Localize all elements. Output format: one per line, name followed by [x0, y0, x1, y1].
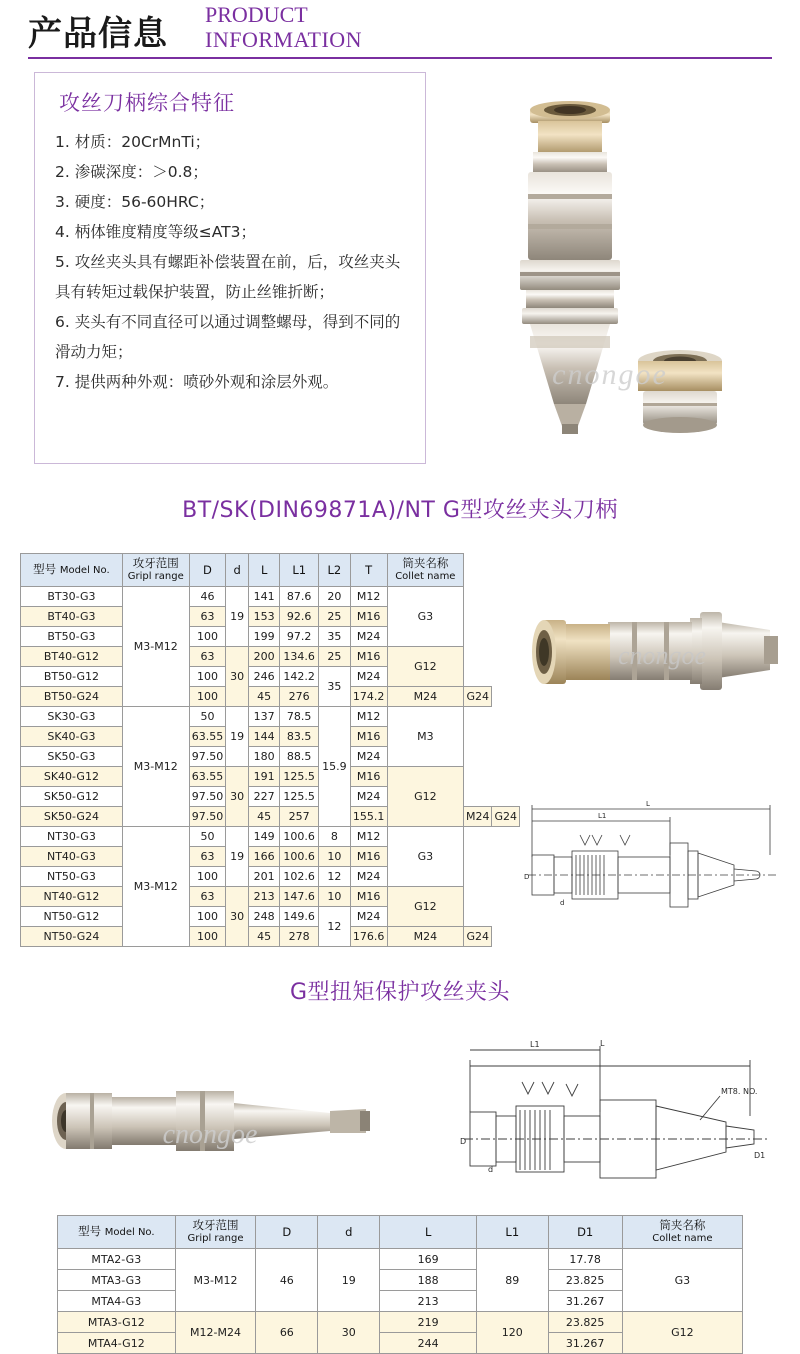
- cell-T: M24: [387, 927, 463, 947]
- cell-L2: 25: [319, 647, 350, 667]
- product-photo-holder-horizontal: [512, 578, 784, 778]
- cell-L2: 10: [319, 887, 350, 907]
- cell-T: M24: [387, 687, 463, 707]
- technical-drawing-mt-holder-image: [450, 1020, 780, 1210]
- col-d: d: [318, 1216, 380, 1249]
- col-collet: [622, 1216, 742, 1249]
- table-header-row: [21, 554, 520, 587]
- cell-T: M16: [350, 647, 387, 667]
- product-photo-holder-horizontal-image: [512, 578, 784, 778]
- section-title-torque-chuck: G型扭矩保护攻丝夹头: [289, 980, 511, 1005]
- product-photo-mt-holder-image: [30, 1025, 430, 1205]
- table-row: [21, 707, 520, 727]
- cell-model: SK50-G24: [21, 807, 123, 827]
- col-L1: L1: [280, 554, 319, 587]
- cell-L: 180: [249, 747, 280, 767]
- cell-d: 19: [318, 1249, 380, 1312]
- cell-L: 219: [380, 1312, 477, 1333]
- cell-L2: 8: [319, 827, 350, 847]
- cell-L: 244: [380, 1333, 477, 1354]
- dimension-label-D1: D1: [754, 1151, 766, 1160]
- cell-L1: 149.6: [280, 907, 319, 927]
- cell-D: 50: [189, 827, 226, 847]
- cell-T: M16: [350, 847, 387, 867]
- cell-D1: 31.267: [548, 1333, 622, 1354]
- cell-d: 30: [226, 767, 249, 827]
- cell-L1: 97.2: [280, 627, 319, 647]
- col-model-en: Model No.: [59, 565, 110, 576]
- cell-T: M16: [350, 767, 387, 787]
- cell-L: 191: [249, 767, 280, 787]
- page-title-english-line2: INFORMATION: [205, 27, 363, 52]
- cell-grip: M3-M12: [122, 587, 189, 707]
- table-row: [21, 687, 520, 707]
- cell-T: M12: [350, 827, 387, 847]
- cell-L1: 134.6: [280, 647, 319, 667]
- col-D: D: [189, 554, 226, 587]
- technical-drawing-mt-holder: [450, 1020, 780, 1210]
- table-row: [21, 827, 520, 847]
- cell-grip: M3-M12: [175, 1249, 256, 1312]
- cell-D1: 17.78: [548, 1249, 622, 1270]
- cell-T: M16: [350, 607, 387, 627]
- list-item: 攻丝夹头具有螺距补偿装置在前，后，攻丝夹头具有转矩过载保护装置，防止丝锥折断；: [55, 253, 401, 301]
- page-title-english: [205, 2, 362, 52]
- col-d: d: [226, 554, 249, 587]
- cell-model: SK50-G3: [21, 747, 123, 767]
- col-model: [58, 1216, 176, 1249]
- cell-L2: 25: [319, 607, 350, 627]
- technical-drawing-bt-holder-image: [520, 795, 788, 945]
- product-photo-bt-holder-image: [440, 74, 780, 454]
- col-L: L: [249, 554, 280, 587]
- cell-L2: 20: [319, 587, 350, 607]
- table-row: [21, 647, 520, 667]
- cell-collet: G12: [622, 1312, 742, 1354]
- cell-D1: 23.825: [548, 1312, 622, 1333]
- cell-model: NT50-G24: [21, 927, 123, 947]
- cell-model: BT50-G24: [21, 687, 123, 707]
- cell-L: 276: [280, 687, 319, 707]
- cell-L: 137: [249, 707, 280, 727]
- cell-D: 50: [189, 707, 226, 727]
- cell-model: MTA3-G3: [58, 1270, 176, 1291]
- cell-L1: 102.6: [280, 867, 319, 887]
- cell-D: 97.50: [189, 787, 226, 807]
- watermark: cnongoe: [162, 1119, 258, 1150]
- header-divider: [28, 57, 772, 59]
- cell-collet: G3: [622, 1249, 742, 1312]
- cell-model: BT40-G3: [21, 607, 123, 627]
- table-header-row: [58, 1216, 743, 1249]
- cell-collet: G24: [463, 927, 492, 947]
- col-grip: [175, 1216, 256, 1249]
- cell-grip: M3-M12: [122, 827, 189, 947]
- cell-D: 46: [256, 1249, 318, 1312]
- cell-L: 169: [380, 1249, 477, 1270]
- cell-d: 30: [318, 1312, 380, 1354]
- dimension-label-d: d: [488, 1165, 494, 1174]
- features-box: [34, 72, 426, 464]
- cell-D: 63.55: [189, 727, 226, 747]
- cell-L1: 88.5: [280, 747, 319, 767]
- col-model-en: Model No.: [104, 1227, 155, 1238]
- cell-d: 30: [226, 647, 249, 707]
- col-collet-en: Collet name: [652, 1233, 713, 1244]
- watermark: cnongoe: [617, 641, 707, 670]
- cell-D: 66: [256, 1312, 318, 1354]
- cell-collet: G24: [463, 687, 492, 707]
- page-title-english-line1: PRODUCT: [205, 2, 308, 27]
- section-title-bt-sk-nt: BT/SK(DIN69871A)/NT G型攻丝夹头刀柄: [182, 498, 618, 523]
- cell-d: 19: [226, 587, 249, 647]
- cell-L: 201: [249, 867, 280, 887]
- cell-T: M12: [350, 587, 387, 607]
- cell-D: 100: [189, 927, 226, 947]
- cell-D: 46: [189, 587, 226, 607]
- cell-T: M16: [350, 727, 387, 747]
- cell-L1: 142.2: [280, 667, 319, 687]
- col-grip-cn: 攻牙范围: [132, 556, 179, 570]
- spec-table-1-body: [21, 587, 520, 947]
- cell-L1: 147.6: [280, 887, 319, 907]
- dimension-label-L1: L1: [598, 812, 607, 820]
- col-L1: L1: [477, 1216, 549, 1249]
- dimension-label-mt-no: MT8. NO.: [721, 1087, 758, 1096]
- cell-d: 45: [249, 927, 280, 947]
- cell-L2: 12: [319, 907, 350, 947]
- list-item: 夹头有不同直径可以通过调整螺母，得到不同的滑动力矩；: [55, 313, 401, 361]
- cell-grip: M3-M12: [122, 707, 189, 827]
- table-row: [21, 887, 520, 907]
- col-model: [21, 554, 123, 587]
- cell-model: BT50-G12: [21, 667, 123, 687]
- col-T: T: [350, 554, 387, 587]
- table-row: [21, 767, 520, 787]
- cell-L: 166: [249, 847, 280, 867]
- cell-L: 257: [280, 807, 319, 827]
- list-item: 渗碳深度：＞0.8；: [74, 163, 208, 181]
- cell-L2: 15.9: [319, 707, 350, 827]
- cell-L: 141: [249, 587, 280, 607]
- col-grip: [122, 554, 189, 587]
- technical-drawing-bt-holder: [520, 795, 788, 945]
- cell-T: M12: [350, 707, 387, 727]
- cell-D: 100: [189, 907, 226, 927]
- cell-collet: G24: [492, 807, 520, 827]
- cell-model: BT40-G12: [21, 647, 123, 667]
- features-list: [53, 127, 409, 397]
- list-item: 材质：20CrMnTi；: [74, 133, 211, 151]
- cell-model: MTA2-G3: [58, 1249, 176, 1270]
- cell-model: BT50-G3: [21, 627, 123, 647]
- page-header: [0, 0, 800, 62]
- product-photo-bt-holder: [440, 74, 780, 454]
- spec-table-1: [20, 553, 520, 947]
- cell-D: 100: [189, 667, 226, 687]
- cell-L: 278: [280, 927, 319, 947]
- cell-collet: G12: [387, 887, 463, 927]
- col-L: L: [380, 1216, 477, 1249]
- dimension-label-L1: L1: [530, 1040, 540, 1049]
- cell-L2: 12: [319, 867, 350, 887]
- cell-d: 45: [249, 807, 280, 827]
- cell-D: 63: [189, 647, 226, 667]
- cell-d: 19: [226, 707, 249, 767]
- cell-T: M24: [350, 747, 387, 767]
- cell-d: 19: [226, 827, 249, 887]
- cell-model: MTA3-G12: [58, 1312, 176, 1333]
- cell-D1: 23.825: [548, 1270, 622, 1291]
- cell-L: 188: [380, 1270, 477, 1291]
- cell-model: SK30-G3: [21, 707, 123, 727]
- cell-collet: M3: [387, 707, 463, 767]
- cell-L: 199: [249, 627, 280, 647]
- list-item: 提供两种外观：喷砂外观和涂层外观。: [74, 373, 339, 391]
- col-collet-cn: 筒夹名称: [659, 1218, 706, 1232]
- cell-collet: G12: [387, 647, 463, 687]
- table-row: [21, 587, 520, 607]
- col-collet-cn: 筒夹名称: [402, 556, 449, 570]
- col-L2: L2: [319, 554, 350, 587]
- cell-model: NT30-G3: [21, 827, 123, 847]
- cell-D: 100: [189, 687, 226, 707]
- cell-collet: G12: [387, 767, 463, 827]
- cell-D: 63: [189, 847, 226, 867]
- dimension-label-L: L: [600, 1039, 605, 1048]
- cell-D: 100: [189, 867, 226, 887]
- cell-L1: 83.5: [280, 727, 319, 747]
- cell-T: M24: [350, 667, 387, 687]
- col-model-cn: 型号: [33, 562, 57, 576]
- cell-model: SK40-G12: [21, 767, 123, 787]
- cell-D: 100: [189, 627, 226, 647]
- cell-L1: 174.2: [350, 687, 387, 707]
- cell-L1: 87.6: [280, 587, 319, 607]
- col-D: D: [256, 1216, 318, 1249]
- list-item: 柄体锥度精度等级≤AT3；: [74, 223, 256, 241]
- list-item: 硬度：56-60HRC；: [74, 193, 215, 211]
- spec-table-2: [57, 1215, 743, 1354]
- cell-model: NT40-G3: [21, 847, 123, 867]
- cell-D: 97.50: [189, 747, 226, 767]
- cell-L1: 125.5: [280, 787, 319, 807]
- dimension-label-D: D: [460, 1137, 467, 1146]
- features-title: 攻丝刀柄综合特征: [59, 91, 235, 115]
- cell-L: 213: [249, 887, 280, 907]
- table-row: [58, 1312, 743, 1333]
- col-collet-en: Collet name: [395, 571, 456, 582]
- cell-collet: G3: [387, 587, 463, 647]
- col-grip-cn: 攻牙范围: [192, 1218, 239, 1232]
- cell-grip: M12-M24: [175, 1312, 256, 1354]
- cell-L1: 176.6: [350, 927, 387, 947]
- cell-T: M24: [350, 787, 387, 807]
- cell-L1: 89: [477, 1249, 549, 1312]
- page-title: 产品信息: [28, 14, 168, 54]
- cell-D: 63: [189, 607, 226, 627]
- cell-T: M24: [463, 807, 492, 827]
- cell-model: MTA4-G3: [58, 1291, 176, 1312]
- table-row: [58, 1249, 743, 1270]
- cell-model: NT50-G3: [21, 867, 123, 887]
- col-grip-en: Gripl range: [127, 571, 184, 582]
- cell-L2: 35: [319, 667, 350, 707]
- cell-model: NT50-G12: [21, 907, 123, 927]
- cell-L1: 100.6: [280, 827, 319, 847]
- watermark: cnongoe: [552, 358, 668, 391]
- dimension-label-d: d: [560, 899, 565, 907]
- cell-D1: 31.267: [548, 1291, 622, 1312]
- cell-model: SK50-G12: [21, 787, 123, 807]
- cell-L2: 35: [319, 627, 350, 647]
- col-collet: [387, 554, 463, 587]
- spec-table-2-body: [58, 1249, 743, 1354]
- col-D1: D1: [548, 1216, 622, 1249]
- cell-model: BT30-G3: [21, 587, 123, 607]
- cell-model: NT40-G12: [21, 887, 123, 907]
- cell-L1: 78.5: [280, 707, 319, 727]
- cell-collet: G3: [387, 827, 463, 887]
- cell-L1: 155.1: [350, 807, 387, 827]
- cell-L1: 100.6: [280, 847, 319, 867]
- cell-D: 63.55: [189, 767, 226, 787]
- cell-L: 149: [249, 827, 280, 847]
- cell-L: 144: [249, 727, 280, 747]
- cell-L: 248: [249, 907, 280, 927]
- cell-L: 200: [249, 647, 280, 667]
- cell-d: 45: [249, 687, 280, 707]
- cell-d: 30: [226, 887, 249, 947]
- table-row: [21, 927, 520, 947]
- cell-L: 227: [249, 787, 280, 807]
- cell-D: 63: [189, 887, 226, 907]
- spec-table-2-wrapper: [57, 1215, 743, 1354]
- cell-T: M24: [350, 627, 387, 647]
- cell-L: 246: [249, 667, 280, 687]
- cell-model: SK40-G3: [21, 727, 123, 747]
- dimension-label-D: D: [524, 873, 530, 881]
- cell-L: 153: [249, 607, 280, 627]
- col-grip-en: Gripl range: [187, 1233, 244, 1244]
- cell-T: M16: [350, 887, 387, 907]
- product-photo-mt-holder: [30, 1025, 430, 1205]
- cell-L: 213: [380, 1291, 477, 1312]
- col-model-cn: 型号: [78, 1224, 102, 1238]
- spec-table-1-wrapper: [20, 553, 520, 947]
- cell-L1: 92.6: [280, 607, 319, 627]
- cell-model: MTA4-G12: [58, 1333, 176, 1354]
- cell-L2: 10: [319, 847, 350, 867]
- cell-L1: 120: [477, 1312, 549, 1354]
- cell-T: M24: [350, 867, 387, 887]
- cell-T: M24: [350, 907, 387, 927]
- cell-D: 97.50: [189, 807, 226, 827]
- dimension-label-L: L: [646, 800, 650, 808]
- cell-L1: 125.5: [280, 767, 319, 787]
